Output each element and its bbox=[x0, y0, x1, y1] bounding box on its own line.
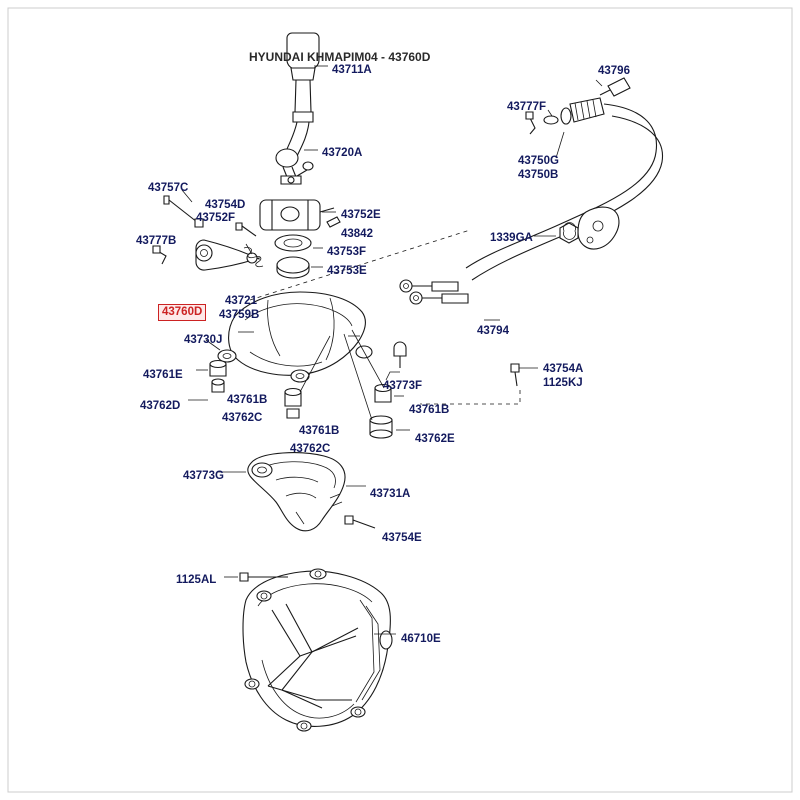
part-label[interactable]: 43761B bbox=[227, 394, 268, 406]
lever-bracket-group bbox=[153, 196, 340, 278]
part-label[interactable]: 43842 bbox=[341, 228, 373, 240]
part-label[interactable]: 43794 bbox=[477, 325, 509, 337]
part-label[interactable]: 46710E bbox=[401, 633, 441, 645]
part-label[interactable]: 43773F bbox=[383, 380, 423, 392]
part-label[interactable]: 43757C bbox=[148, 182, 189, 194]
part-label[interactable]: 43750G bbox=[518, 155, 559, 167]
part-label[interactable]: 43752E bbox=[341, 209, 381, 221]
part-label[interactable]: 43762D bbox=[140, 400, 181, 412]
subframe-group bbox=[224, 569, 396, 731]
part-label[interactable]: 43761B bbox=[409, 404, 450, 416]
part-label[interactable]: 43762C bbox=[290, 443, 331, 455]
part-label[interactable]: 43773G bbox=[183, 470, 224, 482]
part-label[interactable]: 43796 bbox=[598, 65, 630, 77]
part-label[interactable]: 43777F bbox=[507, 101, 547, 113]
part-label[interactable]: 43754E bbox=[382, 532, 422, 544]
part-label[interactable]: 43754D bbox=[205, 199, 246, 211]
part-label[interactable]: 43750B bbox=[518, 169, 559, 181]
part-label[interactable]: 43711A bbox=[332, 64, 372, 76]
page-title: HYUNDAI KHMAPIM04 - 43760D bbox=[249, 50, 431, 64]
part-label[interactable]: 43730J bbox=[184, 334, 223, 346]
part-label[interactable]: 1125KJ bbox=[543, 377, 583, 389]
part-label[interactable]: 43731A bbox=[370, 488, 411, 500]
part-label[interactable]: 43777B bbox=[136, 235, 177, 247]
part-label[interactable]: 43721 bbox=[225, 295, 257, 307]
part-label[interactable]: 43762C bbox=[222, 412, 263, 424]
part-label[interactable]: 43754A bbox=[543, 363, 584, 375]
part-label[interactable]: 43762E bbox=[415, 433, 455, 445]
part-label[interactable]: 43752F bbox=[196, 212, 236, 224]
highlighted-part-label[interactable]: 43760D bbox=[158, 304, 206, 321]
part-label[interactable]: 1339GA bbox=[490, 232, 533, 244]
lower-bracket-group bbox=[218, 453, 375, 531]
part-label[interactable]: 43761B bbox=[299, 425, 340, 437]
part-label[interactable]: 43759B bbox=[219, 309, 260, 321]
part-label[interactable]: 43720A bbox=[322, 147, 363, 159]
bolt-43754a-group bbox=[420, 364, 538, 404]
part-label[interactable]: 43753F bbox=[327, 246, 367, 258]
part-label[interactable]: 43761E bbox=[143, 369, 183, 381]
part-label[interactable]: 43753E bbox=[327, 265, 367, 277]
part-label[interactable]: 1125AL bbox=[176, 574, 217, 586]
